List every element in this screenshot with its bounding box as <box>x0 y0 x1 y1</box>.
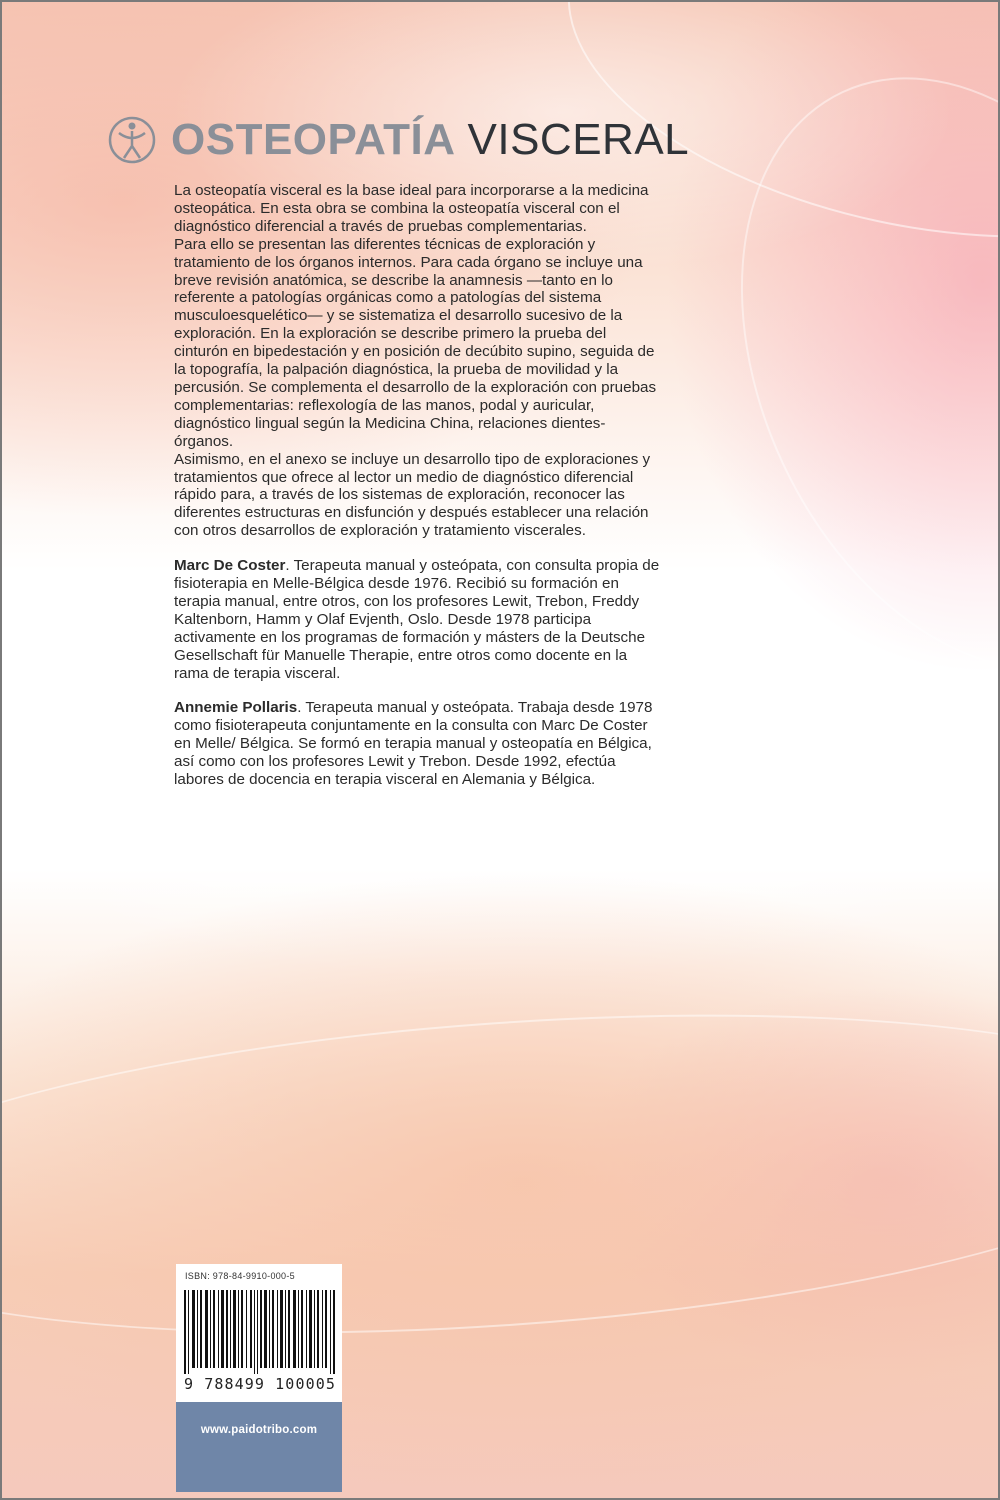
isbn-label: ISBN: 978-84-9910-000-5 <box>185 1271 295 1281</box>
description-paragraph: Para ello se presentan las diferentes técnicas de exploración y tratamiento de los órganos internos. Para cada órgano se incluye una breve revisión anatómica, se describe la anamnesis —tanto en lo referente a patologías orgánicas como a patologías del sistema musculoesquelético— y se sistematiza el desarrollo sucesivo de la exploración. En la exploración se describe primero la prueba del cinturón en bipedestación y en posición de decúbito supino, seguida de la topografía, la palpación diagnóstica, la prueba de movilidad y la percusión. Se complementa el desarrollo de la exploración con pruebas complementarias: reflexología de las manos, podal y auricular, diagnóstico lingual según la Medicina China, relaciones dientes-órganos. <box>174 235 657 450</box>
description-paragraph: La osteopatía visceral es la base ideal para incorporarse a la medicina osteopática. En esta obra se combina la osteopatía visceral con el diagnóstico diferencial a través de pruebas complementarias. <box>174 182 649 235</box>
barcode-panel <box>176 1264 342 1402</box>
publisher-website: www.paidotribo.com <box>200 1424 318 1436</box>
vitruvian-figure-icon <box>107 115 157 165</box>
author-name: Annemie Pollaris <box>174 699 298 717</box>
book-title-header <box>107 112 689 168</box>
author-bio-text: . Terapeuta manual y osteópata, con consulta propia de fisioterapia en Melle-Bélgica desde 1976. Recibió su formación en terapia manual, entre otros, con los profesores Lewit, Trebon, Freddy Kaltenborn, Hamm y Olaf Evjenth, Oslo. Desde 1978 participa activamente en los programas de formación y másters de la Deutsche Gesellschaft für Manuelle Therapie, entre otros como docente en la rama de terapia visceral. <box>174 557 660 682</box>
author-bio <box>174 557 664 682</box>
back-cover-text <box>174 182 664 789</box>
publisher-band <box>176 1402 342 1492</box>
author-bio <box>174 699 664 789</box>
title-visceral: VISCERAL <box>467 115 690 164</box>
barcode-icon <box>184 1290 336 1374</box>
decorative-swirl <box>0 973 1000 1374</box>
description-paragraph: Asimismo, en el anexo se incluye un desarrollo tipo de exploraciones y tratamientos que ofrece al lector un medio de diagnóstico diferencial rápido para, a través de los sistemas de exploración, reconocer las diferentes estructuras en disfunción y después establecer una relación con otros desarrollos de exploración y tratamiento viscerales. <box>174 450 651 540</box>
title-osteopatia: OSTEOPATÍA <box>171 115 456 164</box>
author-name: Marc De Coster <box>174 557 286 575</box>
barcode-digits: 9 788499 100005 <box>184 1375 336 1393</box>
author-bio-text: . Terapeuta manual y osteópata. Trabaja desde 1978 como fisioterapeuta conjuntamente en la consulta con Marc De Coster en Melle/ Bélgica. Se formó en terapia manual y osteopatía en Bélgica, así como con los profesores Lewit y Trebon. Desde 1992, efectúa labores de docencia en terapia visceral en Alemania y Bélgica. <box>174 699 653 789</box>
